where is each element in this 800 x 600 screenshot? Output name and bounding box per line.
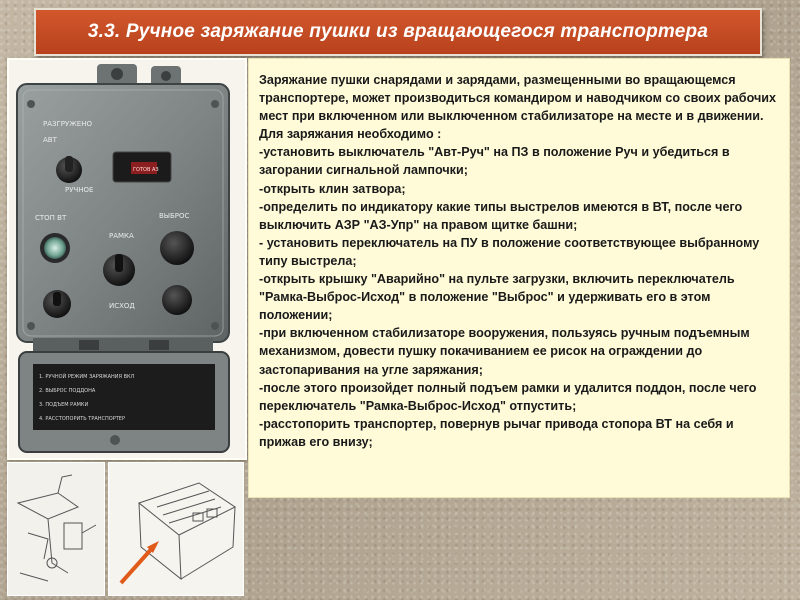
signal-lamp-green-icon bbox=[44, 237, 66, 259]
instruction-paragraph-2: Для заряжания необходимо : bbox=[259, 127, 442, 142]
label-iskhod: ИСХОД bbox=[109, 302, 135, 310]
avt-ruch-toggle[interactable] bbox=[65, 156, 73, 172]
label-ramka: РАМКА bbox=[109, 232, 134, 240]
control-panel-illustration bbox=[9, 60, 245, 458]
slide-title: 3.3. Ручное заряжание пушки из вращающегося транспортера bbox=[87, 21, 709, 42]
indicator-text: ГОТОВ АЗ bbox=[133, 167, 159, 173]
instruction-paragraph-1: Заряжание пушки снарядами и зарядами, размещенными во вращающемся транспортере, может производиться командиром и наводчиком со своих рабочих мест при включенном или выключенном стабилизаторе на месте и в движении. bbox=[259, 73, 777, 124]
instruction-paragraph-5: -определить по индикатору какие типы выстрелов имеются в ВТ, после чего выключить АЗР "АЗ-Упр" на правом щитке башни; bbox=[259, 199, 743, 232]
pointer-arrow-icon bbox=[121, 545, 155, 583]
loading-line-drawing bbox=[109, 463, 243, 595]
label-vybros: ВЫБРОС bbox=[159, 212, 190, 220]
mechanism-line-drawing bbox=[8, 463, 104, 595]
vybros-knob[interactable] bbox=[160, 231, 194, 265]
plate-line-3: 3. ПОДЪЕМ РАМКИ bbox=[39, 402, 89, 408]
ramka-toggle[interactable] bbox=[115, 254, 123, 272]
label-razgruzheno: РАЗГРУЖЕНО bbox=[43, 120, 92, 128]
lower-right-knob[interactable] bbox=[162, 285, 192, 315]
plate-line-4: 4. РАССТОПОРИТЬ ТРАНСПОРТЕР bbox=[39, 416, 125, 422]
hinge-bracket bbox=[33, 338, 213, 352]
instruction-paragraph-4: -открыть клин затвора; bbox=[259, 181, 406, 196]
loading-diagram bbox=[108, 462, 244, 596]
instruction-paragraph-9: -после этого произойдет полный подъем рамки и удалится поддон, после чего переключатель "Рамка-Выброс-Исход" отпустить; bbox=[259, 380, 757, 413]
cover-latch bbox=[110, 435, 120, 445]
instruction-paragraph-3: -установить выключатель "Авт-Руч" на ПЗ в положение Руч и убедиться в загорании сигнальной лампочки; bbox=[259, 145, 730, 178]
mechanism-diagram bbox=[7, 462, 105, 596]
instructions-panel bbox=[248, 58, 790, 498]
label-ruchnoe: РУЧНОЕ bbox=[65, 186, 94, 194]
instruction-paragraph-7: -открыть крышку "Аварийно" на пульте загрузки, включить переключатель "Рамка-Выброс-Исход" в положение "Выброс" и удерживать его в этом положении; bbox=[259, 272, 735, 323]
plate-line-1: 1. РУЧНОЙ РЕЖИМ ЗАРЯЖАНИЯ ВКЛ bbox=[39, 374, 135, 380]
label-stop-vt: СТОП ВТ bbox=[35, 214, 67, 222]
label-avt: АВТ bbox=[43, 136, 57, 144]
instruction-paragraph-8: -при включенном стабилизаторе вооружения, пользуясь ручным подъемным механизмом, довести пушку покачиванием ее рисок на ограждении до застопаривания на угле заряжания; bbox=[259, 326, 750, 377]
plate-line-2: 2. ВЫБРОС ПОДДОНА bbox=[39, 388, 96, 394]
slide-title-bar bbox=[34, 8, 762, 56]
instruction-paragraph-10: -расстопорить транспортер, повернув рычаг привода стопора ВТ на себя и прижав его внизу; bbox=[259, 416, 734, 449]
instruction-paragraph-6: - установить переключатель на ПУ в положение соответствующее выбранному типу выстрела; bbox=[259, 235, 760, 268]
control-panel-photo bbox=[7, 58, 247, 460]
